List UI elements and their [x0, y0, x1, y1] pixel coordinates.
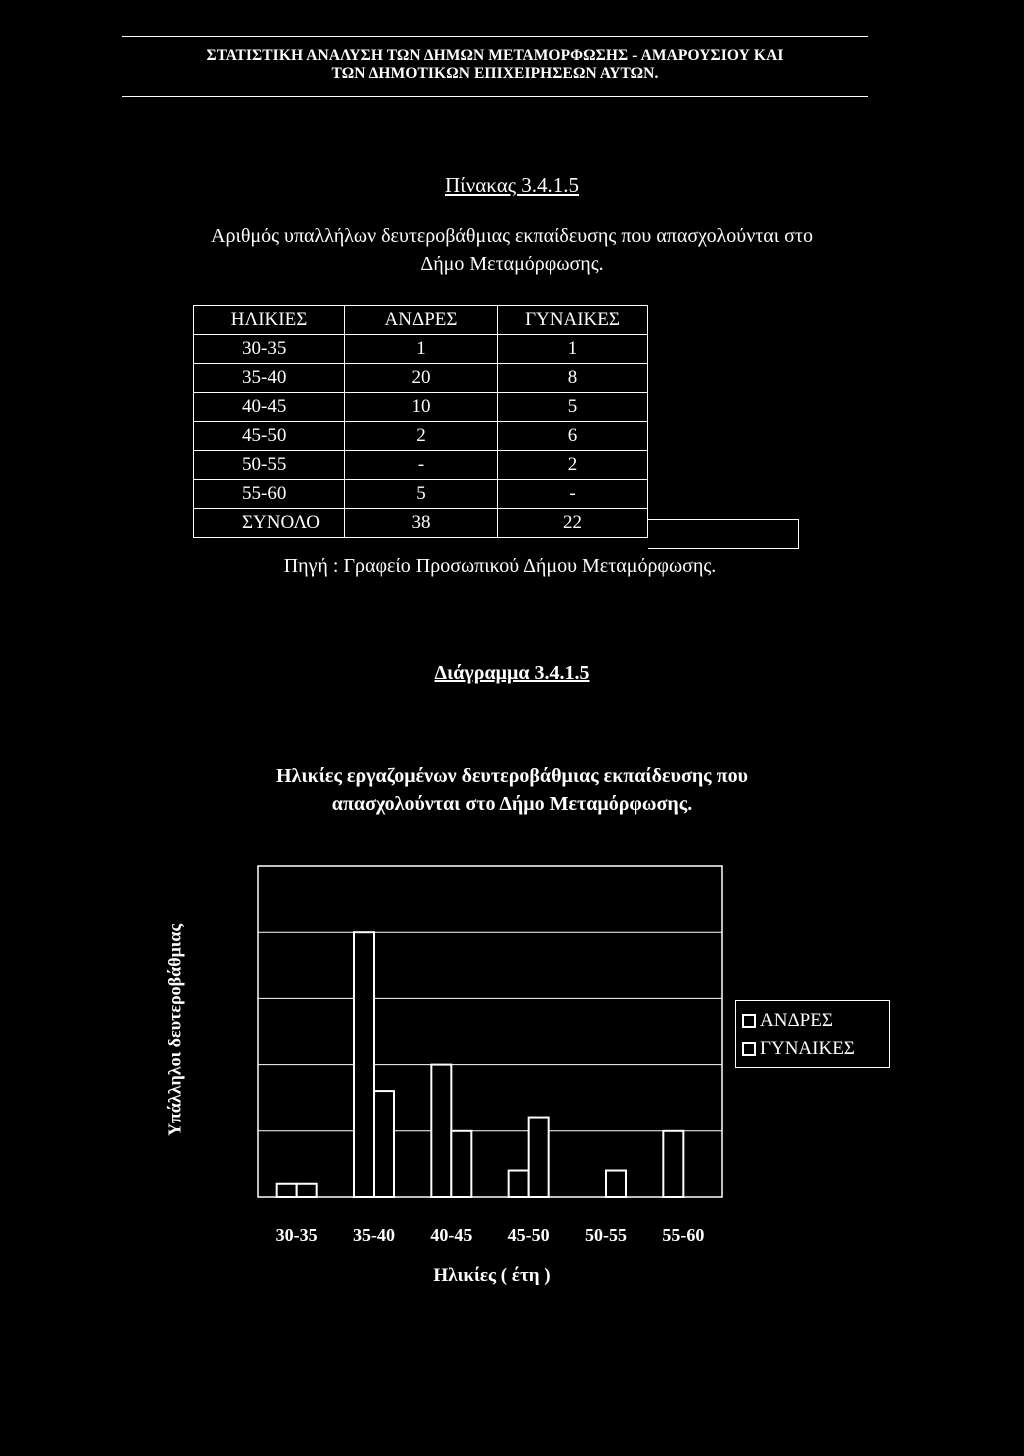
x-tick-label-45-50: 45-50 — [507, 1225, 550, 1245]
chart-caption-line2: απασχολούνται στο Δήμο Μεταμόρφωσης. — [331, 793, 693, 815]
chart-y-axis-label: Υπάλληλοι δευτεροβάθμιας — [164, 923, 185, 1137]
legend-item-women — [742, 1037, 855, 1061]
cell-age: 40-45 — [194, 393, 345, 422]
bar-women-50-55 — [606, 1171, 626, 1197]
legend-item-men — [742, 1009, 833, 1033]
cell-men: 2 — [345, 422, 498, 451]
legend-label-women: ΓΥΝΑΙΚΕΣ — [760, 1038, 855, 1059]
bar-women-45-50 — [529, 1118, 549, 1197]
bar-men-35-40 — [354, 932, 374, 1197]
cell-men: 20 — [345, 364, 498, 393]
legend-swatch-men — [742, 1014, 756, 1028]
total-men: 38 — [345, 509, 498, 538]
column-header-women: ΓΥΝΑΙΚΕΣ — [498, 306, 648, 335]
table-caption-line2: Δήμο Μεταμόρφωσης. — [420, 253, 604, 275]
cell-age: 35-40 — [194, 364, 345, 393]
cell-men: 1 — [345, 335, 498, 364]
x-tick-label-35-40: 35-40 — [353, 1225, 395, 1245]
plot-area-frame — [258, 866, 722, 1197]
cell-age: 55-60 — [194, 480, 345, 509]
column-header-ages: ΗΛΙΚΙΕΣ — [194, 306, 345, 335]
column-header-men: ΑΝΔΡΕΣ — [345, 306, 498, 335]
cell-women: 6 — [498, 422, 648, 451]
x-tick-label-50-55: 50-55 — [585, 1225, 627, 1245]
cell-men: - — [345, 451, 498, 480]
table-caption-line1: Αριθμός υπαλλήλων δευτεροβάθμιας εκπαίδευσης που απασχολούνται στο — [211, 225, 813, 247]
chart-label: Διάγραμμα 3.4.1.5 — [434, 662, 590, 684]
bar-men-30-35 — [277, 1184, 297, 1197]
cell-age: 30-35 — [194, 335, 345, 364]
cell-men: 10 — [345, 393, 498, 422]
cell-men: 5 — [345, 480, 498, 509]
x-tick-label-40-45: 40-45 — [430, 1225, 473, 1245]
cell-women: 2 — [498, 451, 648, 480]
cell-women: 1 — [498, 335, 648, 364]
cell-women: 5 — [498, 393, 648, 422]
bar-women-30-35 — [297, 1184, 317, 1197]
total-label: ΣΥΝΟΛΟ — [194, 509, 345, 538]
legend-label-men: ΑΝΔΡΕΣ — [760, 1010, 833, 1031]
cell-women: 8 — [498, 364, 648, 393]
header-title-line2: ΤΩΝ ΔΗΜΟΤΙΚΩΝ ΕΠΙΧΕΙΡΗΣΕΩΝ ΑΥΤΩΝ. — [331, 65, 659, 82]
bar-men-45-50 — [509, 1171, 529, 1197]
table-label: Πίνακας 3.4.1.5 — [444, 173, 580, 197]
table-source: Πηγή : Γραφείο Προσωπικού Δήμου Μεταμόρφωσης. — [283, 555, 717, 577]
chart-legend — [735, 1000, 890, 1068]
header-title-line1: ΣΤΑΤΙΣΤΙΚΗ ΑΝΑΛΥΣΗ ΤΩΝ ΔΗΜΩΝ ΜΕΤΑΜΟΡΦΩΣΗΣ - ΑΜΑΡΟΥΣΙΟΥ ΚΑΙ — [206, 47, 784, 64]
chart-x-axis-label: Ηλικίες ( έτη ) — [433, 1265, 551, 1286]
bar-women-40-45 — [451, 1131, 471, 1197]
total-women: 22 — [498, 509, 648, 538]
cell-women: - — [498, 480, 648, 509]
x-tick-label-55-60: 55-60 — [662, 1225, 705, 1245]
cell-age: 45-50 — [194, 422, 345, 451]
bar-men-55-60 — [663, 1131, 683, 1197]
bar-women-35-40 — [374, 1091, 394, 1197]
x-tick-label-30-35: 30-35 — [275, 1225, 318, 1245]
cell-age: 50-55 — [194, 451, 345, 480]
chart-caption-line1: Ηλικίες εργαζομένων δευτεροβάθμιας εκπαίδευσης που — [276, 765, 748, 787]
legend-swatch-women — [742, 1042, 756, 1056]
bar-men-40-45 — [431, 1065, 451, 1197]
